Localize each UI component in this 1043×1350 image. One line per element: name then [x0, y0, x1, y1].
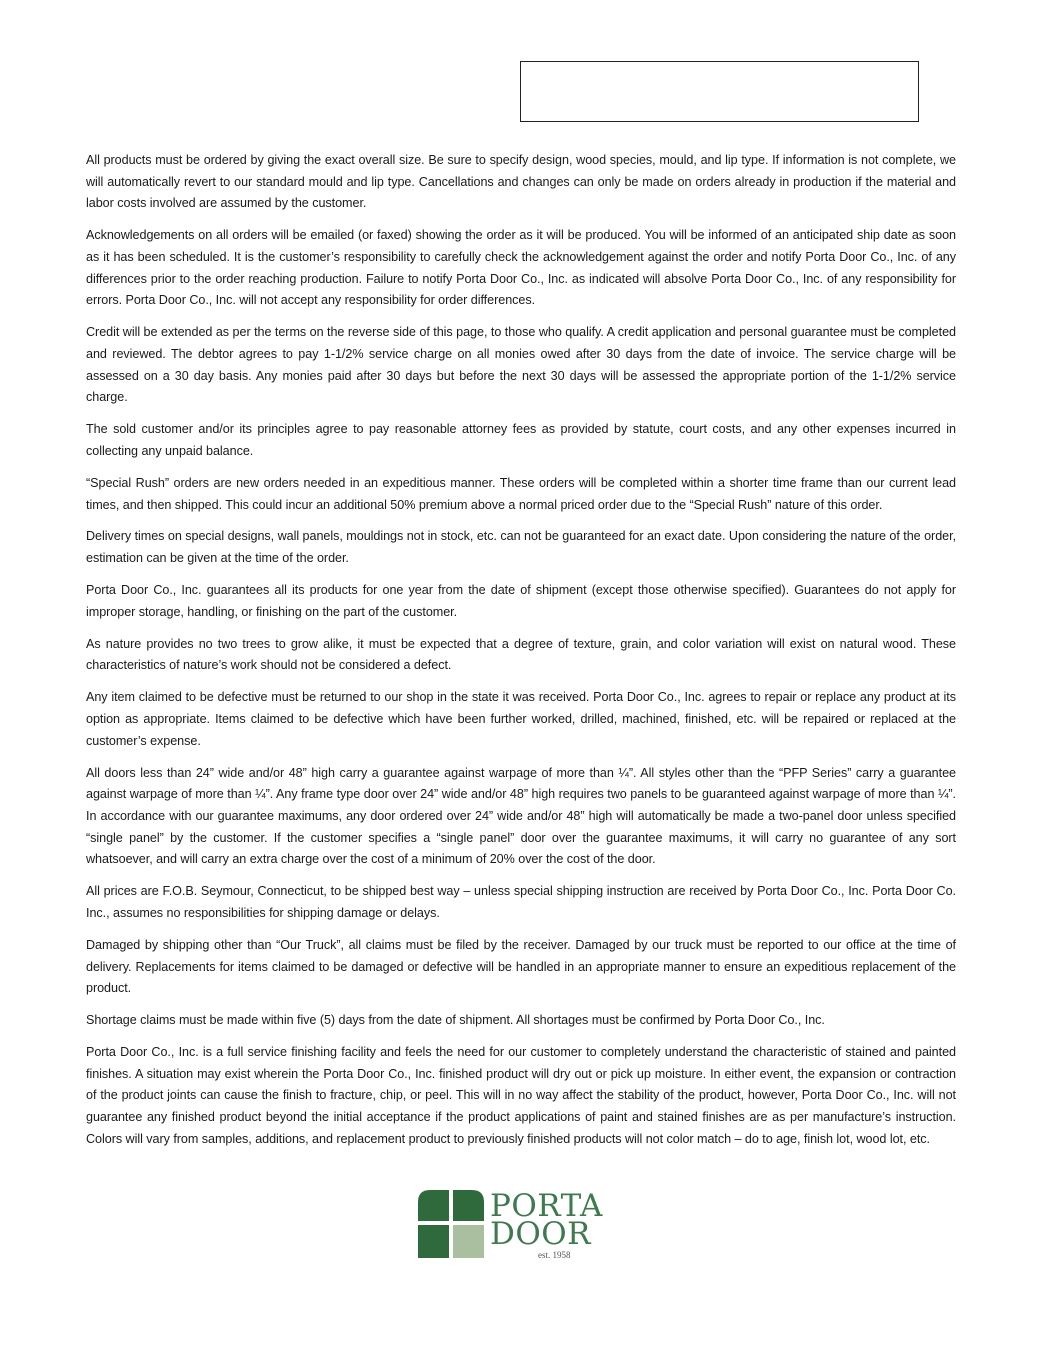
logo-wordmark: [490, 1188, 603, 1252]
paragraph-ordering: All products must be ordered by giving the exact overall size. Be sure to specify design, wood species, mould, and lip type. If information is not complete, we will automatically revert to our standard mould and lip type. Cancellations and changes can only be made on orders already in production if the material and labor costs involved are assumed by the customer.: [86, 153, 956, 211]
logo-established: est. 1958: [538, 1250, 571, 1260]
terms-text: [86, 150, 956, 1161]
paragraph-defective-items: Any item claimed to be defective must be returned to our shop in the state it was received. Porta Door Co., Inc. agrees to repair or replace any product at its option as appropriate. Items claimed to be defective which have been further worked, drilled, machined, finished, etc. will be repaired or replaced at the customer’s expense.: [86, 690, 956, 748]
paragraph-finishing: Porta Door Co., Inc. is a full service finishing facility and feels the need for our customer to completely understand the characteristic of stained and painted finishes. A situation may exist wherein the Porta Door Co., Inc. finished product will dry out or pick up moisture. In either event, the expansion or contraction of the product joints can cause the finish to fracture, chip, or peel. This will in no way affect the stability of the product, however, Porta Door Co., Inc. will not guarantee any finished product beyond the initial acceptance if the product applications of paint and stained finishes are as per manufacture’s instruction. Colors will vary from samples, additions, and replacement product to previously finished products will not color match – do to age, finish lot, wood lot, etc.: [86, 1045, 956, 1146]
paragraph-warpage: All doors less than 24” wide and/or 48” high carry a guarantee against warpage of more than ¼”. All styles other than the “PFP Series” carry a guarantee against warpage of more than ¼”. Any frame type door over 24” wide and/or 48” high requires two panels to be guaranteed against warpage of more than ¼”. In accordance with our guarantee maximums, any door ordered over 24” wide and/or 48” high will automatically be made a two-panel door unless specified “single panel” by the customer. If the customer specifies a “single panel” door over the guarantee maximums, it will carry no guarantee of any sort whatsoever, and will carry an extra charge over the cost of a minimum of 20% over the cost of the door.: [86, 765, 956, 867]
logo-line-door: DOOR: [490, 1216, 592, 1252]
paragraph-acknowledgements: Acknowledgements on all orders will be emailed (or faxed) showing the order as it will be produced. You will be informed of an anticipated ship date as soon as it has been scheduled. It is the customer’s responsibility to carefully check the acknowledgement against the order and notify Porta Door Co., Inc. of any differences prior to the order reaching production. Failure to notify Porta Door Co., Inc. as indicated will absolve Porta Door Co., Inc. of any responsibility for errors. Porta Door Co., Inc. will not accept any responsibility for order differences.: [86, 228, 956, 308]
paragraph-prices-fob: All prices are F.O.B. Seymour, Connecticut, to be shipped best way – unless special shipping instruction are received by Porta Door Co., Inc. Porta Door Co. Inc., assumes no responsibilities for shipping damage or delays.: [86, 884, 956, 920]
logo-line-porta: PORTA: [490, 1188, 603, 1224]
paragraph-natural-wood: As nature provides no two trees to grow alike, it must be expected that a degree of texture, grain, and color variation will exist on natural wood. These characteristics of nature’s work should not be considered a defect.: [86, 636, 956, 673]
paragraph-special-rush: “Special Rush” orders are new orders needed in an expeditious manner. These orders will be completed within a shorter time frame than our current lead times, and then shipped. This could incur an additional 50% premium above a normal priced order due to the “Special Rush” nature of this order.: [86, 475, 956, 512]
paragraph-shortage-claims: Shortage claims must be made within five (5) days from the date of shipment. All shortages must be confirmed by Porta Door Co., Inc.: [86, 1013, 825, 1028]
paragraph-delivery-times: Delivery times on special designs, wall panels, mouldings not in stock, etc. can not be guaranteed for an exact date. Upon considering the nature of the order, estimation can be given at the time of the order.: [86, 529, 956, 566]
door-panels-icon: [418, 1190, 484, 1258]
header-box: [520, 61, 919, 122]
paragraph-attorney-fees: The sold customer and/or its principles agree to pay reasonable attorney fees as provided by statute, court costs, and any other expenses incurred in collecting any unpaid balance.: [86, 422, 956, 458]
porta-door-logo: [418, 1190, 630, 1262]
paragraph-credit: Credit will be extended as per the terms on the reverse side of this page, to those who qualify. A credit application and personal guarantee must be completed and reviewed. The debtor agrees to pay 1-1/2% service charge on all monies owed after 30 days from the date of invoice. The service charge will be assessed on a 30 day basis. Any monies paid after 30 days but before the next 30 days will be assessed the appropriate portion of the 1-1/2% service charge.: [86, 325, 956, 405]
paragraph-guarantee: Porta Door Co., Inc. guarantees all its products for one year from the date of shipment (except those otherwise specified). Guarantees do not apply for improper storage, handling, or finishing on the part of the customer.: [86, 583, 956, 619]
paragraph-shipping-damage: Damaged by shipping other than “Our Truck”, all claims must be filed by the receiver. Damaged by our truck must be reported to our office at the time of delivery. Replacements for items claimed to be damaged or defective will be handled in an appropriate manner to ensure an expeditious replacement of the product.: [86, 937, 956, 996]
